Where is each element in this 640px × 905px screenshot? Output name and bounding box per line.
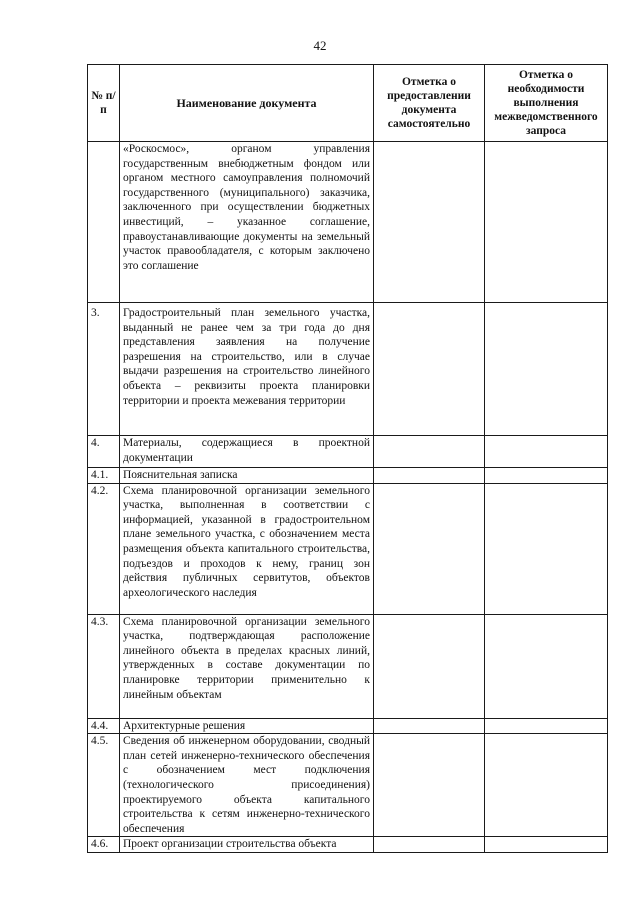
row-mark-interagency[interactable] — [485, 734, 608, 837]
row-num: 4.2. — [88, 483, 120, 614]
documents-table — [87, 64, 608, 853]
row-mark-provided[interactable] — [374, 468, 485, 484]
row-document-name: Схема планировочной организации земельного участка, подтверждающая расположение линейного объекта в пределах красных линий, утвержденных в составе документации по планировке территории применительно к линейным объектам — [120, 614, 374, 718]
row-num: 4.3. — [88, 614, 120, 718]
row-document-name: Пояснительная записка — [120, 468, 374, 484]
row-num: 4.5. — [88, 734, 120, 837]
row-mark-interagency[interactable] — [485, 483, 608, 614]
table-row — [88, 718, 608, 734]
row-mark-provided[interactable] — [374, 614, 485, 718]
table-row — [88, 303, 608, 436]
row-mark-interagency[interactable] — [485, 837, 608, 853]
header-mark-interagency: Отметка о необходимости выполнения межведомственного запроса — [485, 65, 608, 142]
row-document-name: Градостроительный план земельного участка, выданный не ранее чем за три года до дня представления заявления на получение разрешения на строительство, или в случае выдачи разрешения на строительство линейного объекта – реквизиты проекта планировки территории и проекта межевания территории — [120, 303, 374, 436]
row-document-name: Проект организации строительства объекта — [120, 837, 374, 853]
row-num: 4.6. — [88, 837, 120, 853]
row-mark-interagency[interactable] — [485, 303, 608, 436]
row-document-name: Сведения об инженерном оборудовании, сводный план сетей инженерно-технического обеспечения с обозначением мест подключения (технологического присоединения) проектируемого объекта капитального строительства к сетям инженерно-технического обеспечения — [120, 734, 374, 837]
header-document-name: Наименование документа — [120, 65, 374, 142]
row-num: 3. — [88, 303, 120, 436]
row-mark-provided[interactable] — [374, 718, 485, 734]
table-row — [88, 734, 608, 837]
table-row — [88, 142, 608, 303]
table-row — [88, 436, 608, 468]
row-mark-provided[interactable] — [374, 734, 485, 837]
table-row — [88, 614, 608, 718]
row-mark-interagency[interactable] — [485, 142, 608, 303]
row-mark-interagency[interactable] — [485, 436, 608, 468]
row-mark-interagency[interactable] — [485, 468, 608, 484]
table-row — [88, 468, 608, 484]
row-mark-interagency[interactable] — [485, 614, 608, 718]
row-num: 4.1. — [88, 468, 120, 484]
row-mark-provided[interactable] — [374, 303, 485, 436]
header-num: № п/п — [88, 65, 120, 142]
row-mark-provided[interactable] — [374, 837, 485, 853]
row-document-name: Схема планировочной организации земельного участка, выполненная в соответствии с информацией, указанной в градостроительном плане земельного участка, с обозначением места размещения объекта капитального строительства, подъездов и проходов к нему, границ зон действия публичных сервитутов, объектов археологического наследия — [120, 483, 374, 614]
row-mark-provided[interactable] — [374, 436, 485, 468]
row-document-name: Архитектурные решения — [120, 718, 374, 734]
page-number: 42 — [313, 38, 327, 53]
table-row — [88, 837, 608, 853]
header-mark-provided: Отметка о предоставлении документа самостоятельно — [374, 65, 485, 142]
row-mark-interagency[interactable] — [485, 718, 608, 734]
row-mark-provided[interactable] — [374, 142, 485, 303]
table-row — [88, 483, 608, 614]
row-document-name: «Роскосмос», органом управления государственным внебюджетным фондом или органом местного самоуправления полномочий государственного (муниципального) заказчика, заключенного при осуществлении бюджетных инвестиций, – указанное соглашение, правоустанавливающие документы на земельный участок правообладателя, с которым заключено это соглашение — [120, 142, 374, 303]
row-document-name: Материалы, содержащиеся в проектной документации — [120, 436, 374, 468]
row-num: 4. — [88, 436, 120, 468]
row-num — [88, 142, 120, 303]
table-header-row — [88, 65, 608, 142]
row-num: 4.4. — [88, 718, 120, 734]
row-mark-provided[interactable] — [374, 483, 485, 614]
